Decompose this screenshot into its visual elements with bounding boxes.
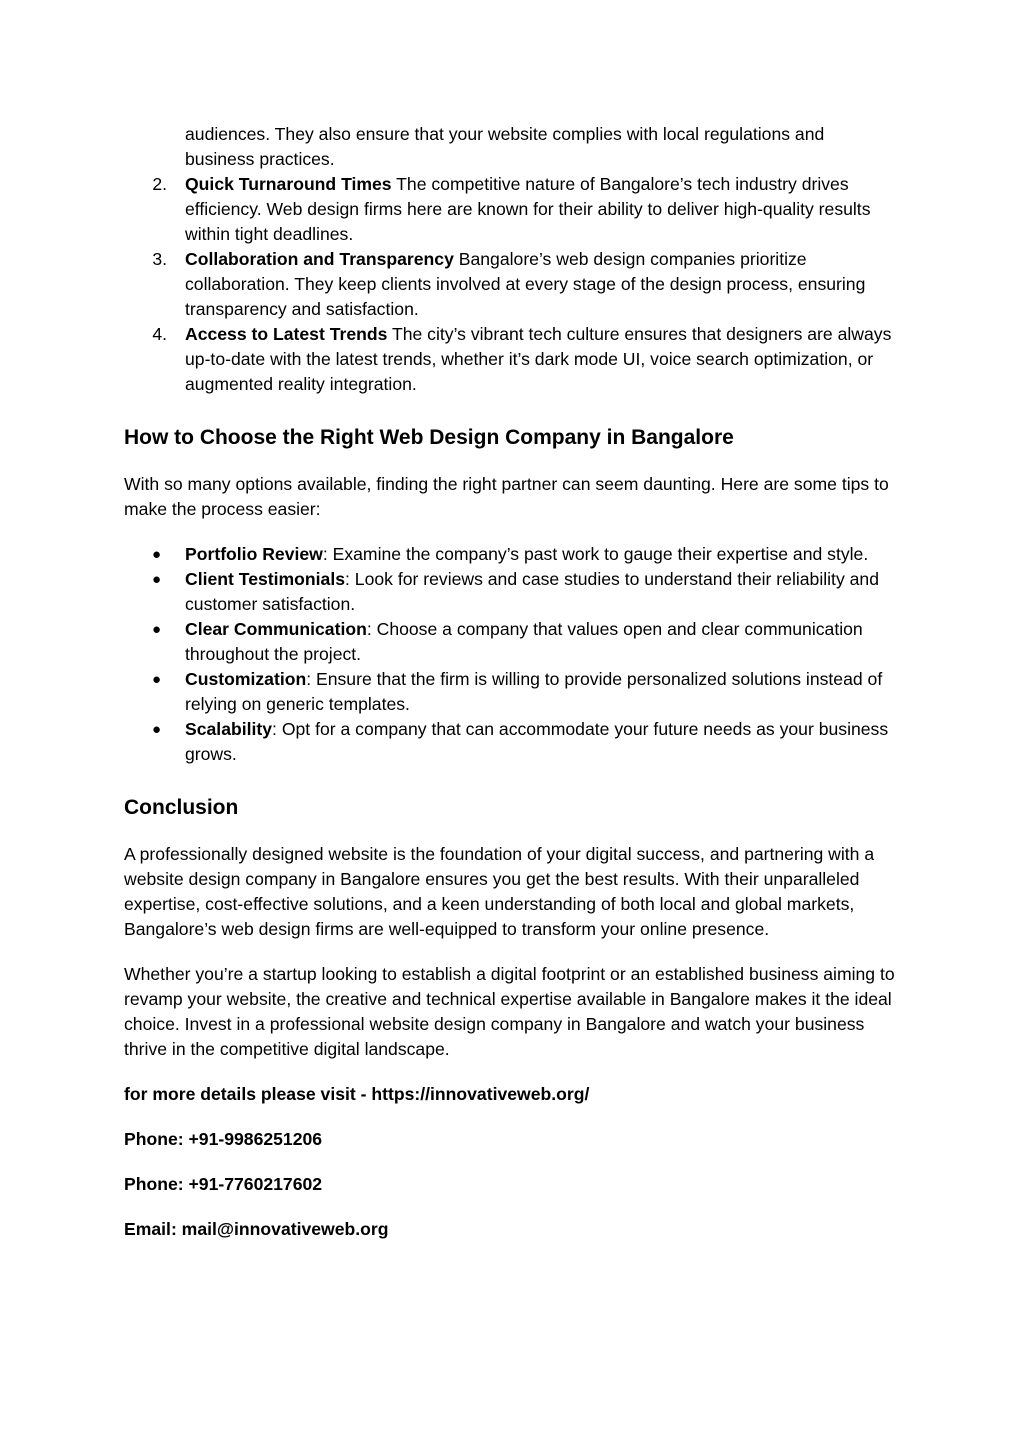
phone-number: Phone: +91-7760217602 — [124, 1174, 323, 1194]
bullet-icon: ● — [152, 671, 162, 688]
phone-number: Phone: +91-9986251206 — [124, 1129, 323, 1149]
list-item-text: The competitive nature of Bangalore’s tech industry drives efficiency. Web design firms here are known for their ability to deliver high-quality results within tight deadlines. — [185, 174, 871, 244]
list-item — [76, 247, 914, 322]
list-item-title: Portfolio Review — [185, 544, 323, 564]
list-item-text: Bangalore’s web design companies prioritize collaboration. They keep clients involved at every stage of the design process, ensuring transparency and satisfaction. — [185, 249, 866, 319]
list-item — [124, 717, 914, 767]
list-item — [124, 542, 914, 567]
list-item-title: Access to Latest Trends — [185, 324, 388, 344]
list-item-text: The city’s vibrant tech culture ensures that designers are always up-to-date with the latest trends, whether it’s dark mode UI, voice search optimization, or augmented reality integration. — [185, 324, 892, 394]
list-item-text: : Ensure that the firm is willing to provide personalized solutions instead of relying on generic templates. — [185, 669, 883, 714]
list-item — [124, 567, 914, 617]
section-intro: With so many options available, finding the right partner can seem daunting. Here are some tips to make the process easier: — [124, 474, 889, 519]
list-number: 3. — [152, 249, 167, 269]
list-item-title: Customization — [185, 669, 307, 689]
list-item — [76, 172, 914, 247]
bullet-icon: ● — [152, 621, 162, 638]
list-item-title: Scalability — [185, 719, 273, 739]
list-item-text: : Examine the company’s past work to gauge their expertise and style. — [322, 544, 869, 564]
intro-continuation-line: audiences. They also ensure that your website complies with local regulations and — [185, 124, 825, 144]
list-item-text: : Opt for a company that can accommodate your future needs as your business grows. — [185, 719, 889, 764]
list-item — [124, 667, 914, 717]
list-item — [76, 322, 914, 397]
numbered-list — [76, 172, 914, 397]
bullet-icon: ● — [152, 546, 162, 563]
bullet-list — [124, 542, 914, 767]
conclusion-paragraph: Whether you’re a startup looking to establish a digital footprint or an established business aiming to revamp your website, the creative and technical expertise available in Bangalore makes it the ideal choice. Invest in a professional website design company in Bangalore and watch your business thrive in the competitive digital landscape. — [124, 964, 895, 1059]
list-item-title: Clear Communication — [185, 619, 367, 639]
list-item-text: : Look for reviews and case studies to understand their reliability and customer satisfaction. — [185, 569, 879, 614]
list-number: 4. — [152, 324, 167, 344]
visit-link-text: for more details please visit - https://innovativeweb.org/ — [124, 1084, 590, 1104]
bullet-icon: ● — [152, 721, 162, 738]
list-item-text: : Choose a company that values open and clear communication throughout the project. — [185, 619, 863, 664]
section-heading: Conclusion — [124, 796, 239, 819]
list-item-title: Collaboration and Transparency — [185, 249, 454, 269]
list-item — [124, 617, 914, 667]
document-page — [124, 122, 914, 1242]
conclusion-paragraph: A professionally designed website is the foundation of your digital success, and partnering with a website design company in Bangalore ensures you get the best results. With their unparalleled expertise, cost-effective solutions, and a keen understanding of both local and global markets, Bangalore’s web design firms are well-equipped to transform your online presence. — [124, 844, 875, 939]
list-item-title: Quick Turnaround Times — [185, 174, 392, 194]
intro-continuation-line: business practices. — [185, 149, 335, 169]
email-address: Email: mail@innovativeweb.org — [124, 1219, 389, 1239]
intro-continuation — [124, 122, 884, 172]
section-heading: How to Choose the Right Web Design Company in Bangalore — [124, 426, 734, 449]
bullet-icon: ● — [152, 571, 162, 588]
list-number: 2. — [152, 174, 167, 194]
list-item-title: Client Testimonials — [185, 569, 346, 589]
